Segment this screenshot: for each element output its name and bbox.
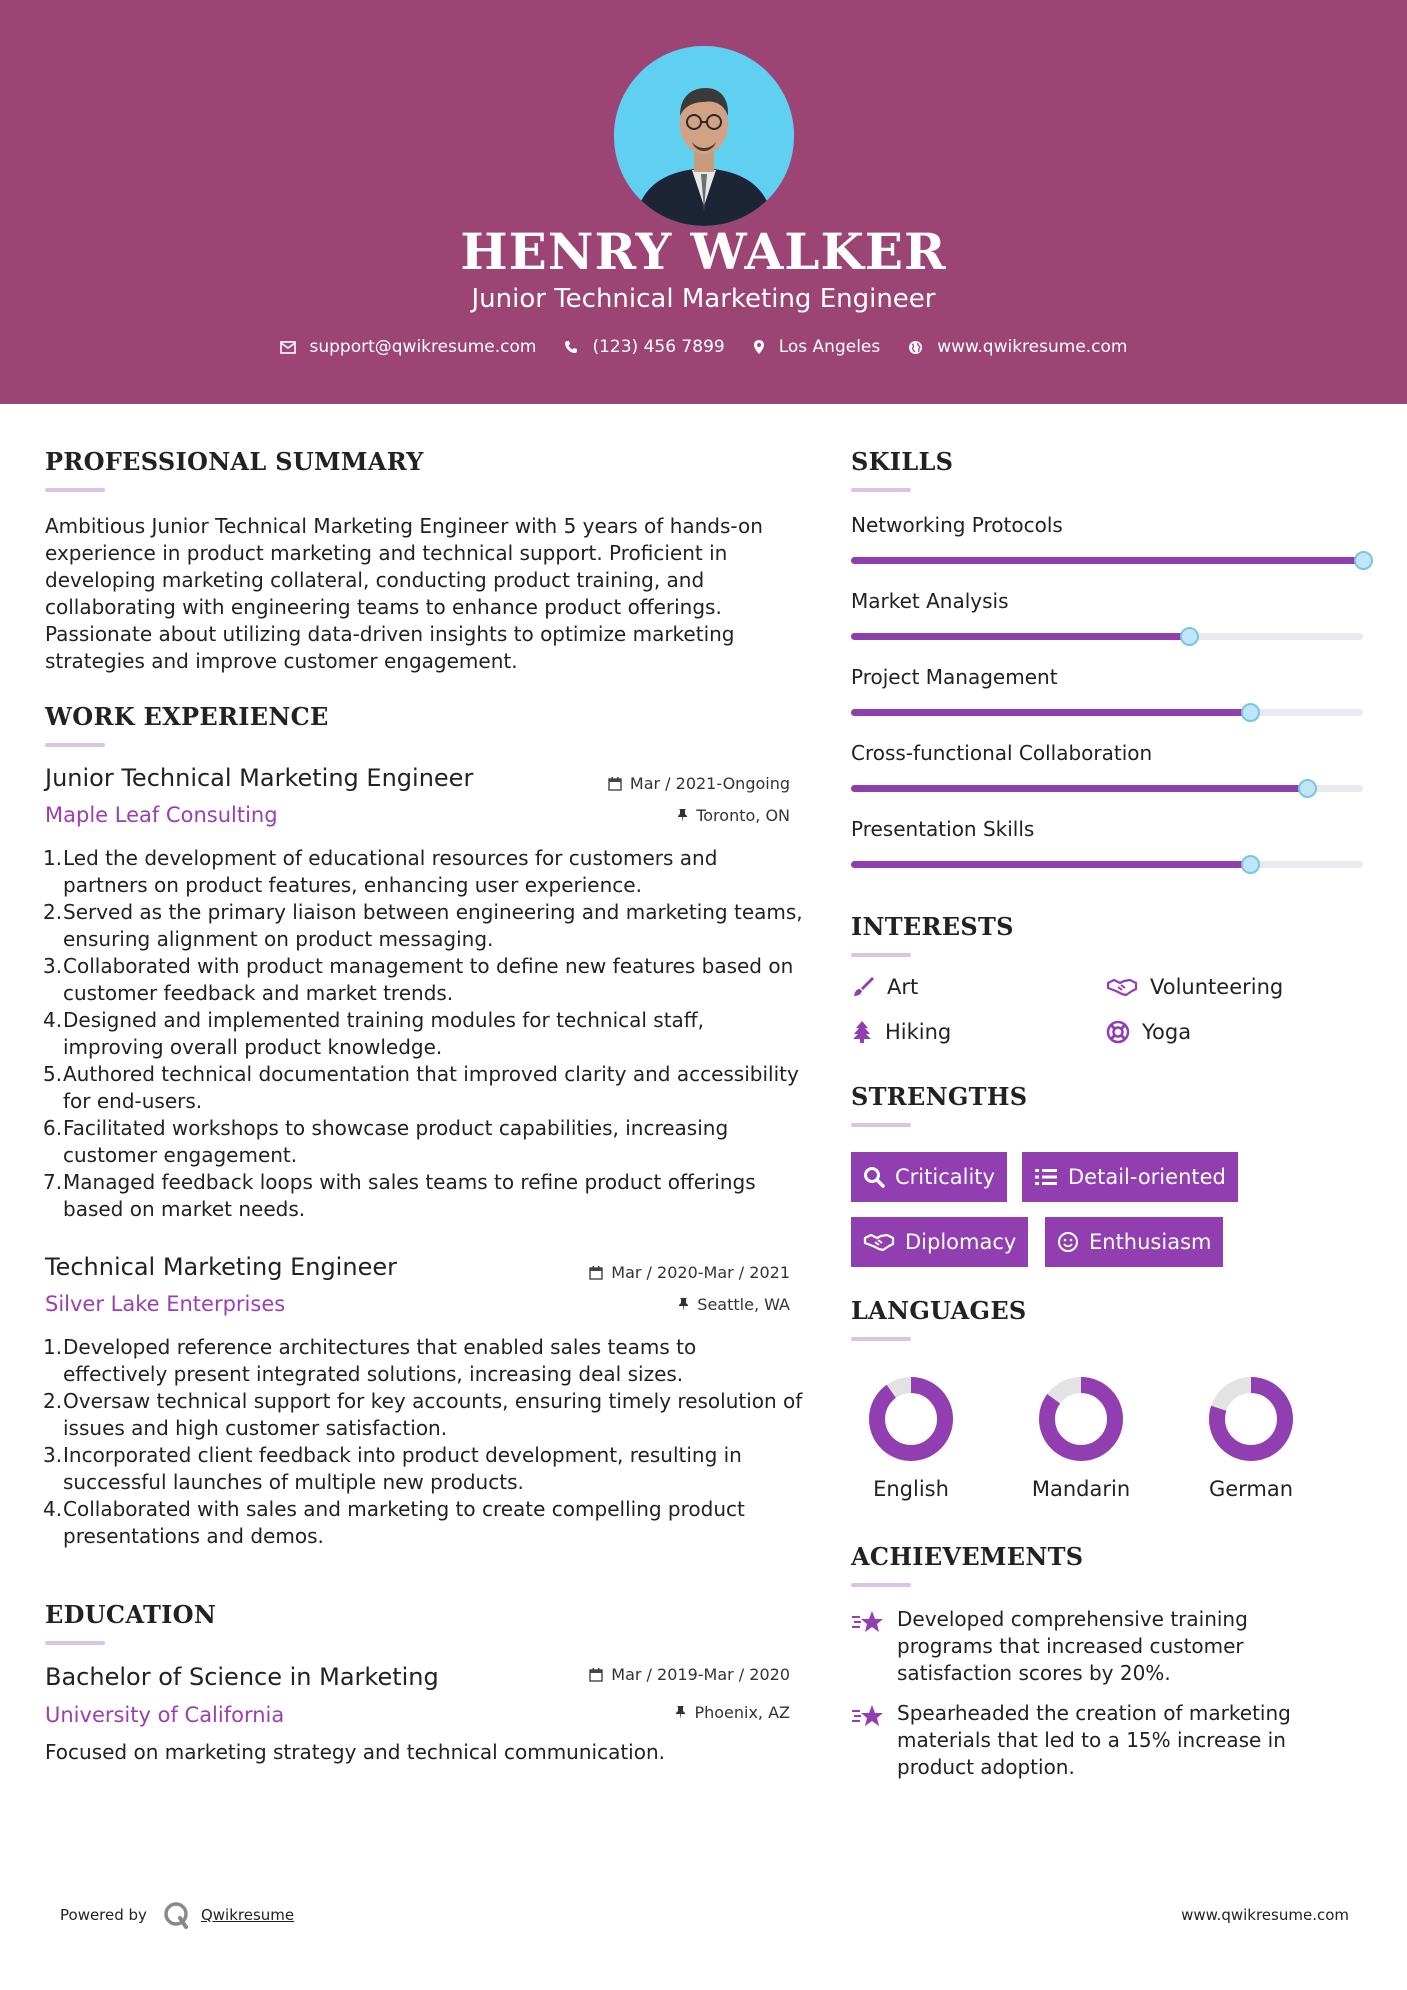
skills-heading: SKILLS [851,447,954,476]
list-item: 2. Served as the primary liaison between engineering and marketing teams, ensuring alignment on product messaging. [43,900,803,951]
contact-location-text: Los Angeles [778,337,881,357]
education-description: Focused on marketing strategy and technical communication. [45,1740,666,1764]
skill-bar-fill [851,861,1250,868]
language-item [1191,1375,1311,1501]
summary-heading: PROFESSIONAL SUMMARY [45,447,424,476]
education-location [490,1703,790,1722]
achievements-heading-rule [851,1583,911,1587]
job-1-location [490,806,790,825]
languages-heading: LANGUAGES [851,1296,1027,1325]
qwikresume-link[interactable]: Qwikresume [200,1906,295,1924]
handshake-icon [1106,975,1138,999]
calendar-icon [589,1667,603,1682]
experience-heading-rule [45,743,105,747]
summary-text: Ambitious Junior Technical Marketing Engineer with 5 years of hands-on experience in product marketing and technical support. Proficient in developing marketing collateral, conducting product training, and collaborating with engineering teams to enhance product offerings. Passionate about utilizing data-driven insights to optimize marketing strategies and improve customer engagement. [45,514,763,673]
skill-label: Networking Protocols [851,513,1063,537]
list-item: 6. Facilitated workshops to showcase product capabilities, increasing customer engagement. [43,1116,729,1167]
skill-bar-knob [1241,855,1260,874]
job-1-title: Junior Technical Marketing Engineer [45,764,474,792]
list-item: 3. Incorporated client feedback into product development, resulting in successful launches of multiple new products. [43,1443,742,1494]
qwikresume-logo-icon [161,1900,191,1930]
languages-heading-rule [851,1337,911,1341]
list-item: 1. Led the development of educational resources for customers and partners on product features, enhancing user experience. [43,846,718,897]
job-1-date [490,774,790,793]
strength-chip-detail-oriented: Detail-oriented [1022,1152,1238,1202]
list-item: 2. Oversaw technical support for key accounts, ensuring timely resolution of issues and high customer satisfaction. [43,1389,803,1440]
language-donut [1021,1375,1141,1465]
list-item: 1. Developed reference architectures that enabled sales teams to effectively present integrated solutions, increasing deal sizes. [43,1335,697,1386]
paintbrush-icon [851,975,875,999]
interests-heading-rule [851,953,911,957]
skill-bar-fill [851,709,1250,716]
map-pin-icon [753,339,765,355]
education-school: University of California [45,1703,285,1727]
education-date-text: Mar / 2019-Mar / 2020 [611,1665,790,1684]
job-1-location-text: Toronto, ON [696,806,790,825]
language-item [851,1375,971,1501]
language-item [1021,1375,1141,1501]
summary-heading-rule [45,488,105,492]
skill-label: Project Management [851,665,1058,689]
list-item: 3. Collaborated with product management to define new features based on customer feedback and market trends. [43,954,794,1005]
achievement-item: Spearheaded the creation of marketing materials that led to a 15% increase in product adoption. [851,1700,1331,1781]
candidate-name: HENRY WALKER [460,222,947,281]
interests-heading: INTERESTS [851,912,1014,941]
person-portrait-icon [614,46,794,226]
job-2-bullets [45,1334,805,1550]
language-donut [851,1375,971,1465]
language-donut-fill [877,1385,945,1453]
calendar-icon [608,776,622,791]
language-label: Mandarin [1031,1477,1131,1501]
skill-bar-knob [1241,703,1260,722]
list-item: 5. Authored technical documentation that improved clarity and accessibility for end-users. [43,1062,799,1113]
skill-bar-track [851,785,1363,792]
footer-url[interactable]: www.qwikresume.com [1181,1906,1349,1924]
pushpin-icon [677,808,688,823]
interest-volunteering: Volunteering [1106,975,1283,999]
skill-label: Market Analysis [851,589,1009,613]
list-item: 7. Managed feedback loops with sales teams to refine product offerings based on market needs. [43,1170,756,1221]
strengths-heading: STRENGTHS [851,1082,1028,1111]
skill-bar-fill [851,633,1189,640]
job-1-date-text: Mar / 2021-Ongoing [629,774,790,793]
skill-bar-fill [851,785,1307,792]
contact-phone[interactable] [564,337,724,357]
search-icon [863,1166,885,1188]
skill-bar-track [851,557,1363,564]
contact-bar [0,337,1407,357]
job-2-date-text: Mar / 2020-Mar / 2021 [611,1263,790,1282]
handshake-icon [863,1231,895,1253]
contact-website[interactable] [908,337,1127,357]
achievements-heading: ACHIEVEMENTS [851,1542,1084,1571]
education-degree: Bachelor of Science in Marketing [45,1663,439,1691]
envelope-icon [280,341,296,354]
skill-bar-track [851,633,1363,640]
job-2-company: Silver Lake Enterprises [45,1292,286,1316]
education-date [490,1665,790,1684]
pushpin-icon [678,1297,689,1312]
skill-label: Cross-functional Collaboration [851,741,1153,765]
powered-by-label: Powered by [60,1906,147,1924]
resume-header [0,0,1407,404]
achievement-item: Developed comprehensive training programs that increased customer satisfaction scores by 20%. [851,1606,1331,1687]
job-1-bullets [45,845,805,1223]
language-label: English [873,1477,949,1501]
profile-photo [614,46,794,226]
globe-icon [908,340,923,355]
shooting-star-icon [851,1702,885,1730]
education-location-text: Phoenix, AZ [694,1703,790,1722]
contact-location [753,337,881,357]
experience-heading: WORK EXPERIENCE [45,702,329,731]
strengths-heading-rule [851,1123,911,1127]
pushpin-icon [675,1705,686,1720]
list-item: 4. Collaborated with sales and marketing to create compelling product presentations and demos. [43,1497,745,1548]
lifebuoy-icon [1106,1020,1130,1044]
tree-icon [851,1020,873,1044]
list-icon [1034,1167,1058,1187]
strength-chip-enthusiasm: Enthusiasm [1045,1217,1223,1267]
job-2-date [490,1263,790,1282]
job-1-company: Maple Leaf Consulting [45,803,278,827]
shooting-star-icon [851,1608,885,1636]
skills-heading-rule [851,488,911,492]
interest-art: Art [851,975,918,999]
job-2-location [490,1295,790,1314]
skill-bar-knob [1298,779,1317,798]
phone-icon [564,340,578,354]
education-heading-rule [45,1641,105,1645]
calendar-icon [589,1265,603,1280]
skill-bar-track [851,861,1363,868]
skill-bar-knob [1354,551,1373,570]
skill-bar-track [851,709,1363,716]
interest-hiking: Hiking [851,1020,951,1044]
candidate-title: Junior Technical Marketing Engineer [471,284,936,314]
job-2-location-text: Seattle, WA [697,1295,790,1314]
contact-email-text: support@qwikresume.com [309,337,537,357]
contact-website-text: www.qwikresume.com [937,337,1128,357]
smiley-icon [1057,1231,1079,1253]
contact-phone-text: (123) 456 7899 [592,337,725,357]
footer-powered-by [60,1900,294,1930]
list-item: 4. Designed and implemented training modules for technical staff, improving overall product knowledge. [43,1008,704,1059]
skill-bar-knob [1180,627,1199,646]
job-2-title: Technical Marketing Engineer [45,1253,397,1281]
interest-yoga: Yoga [1106,1020,1191,1044]
language-donut [1191,1375,1311,1465]
strength-chip-criticality: Criticality [851,1152,1007,1202]
skill-label: Presentation Skills [851,817,1035,841]
skill-bar-fill [851,557,1363,564]
strength-chip-diplomacy: Diplomacy [851,1217,1028,1267]
education-heading: EDUCATION [45,1600,217,1629]
contact-email[interactable] [280,337,537,357]
language-label: German [1208,1477,1294,1501]
